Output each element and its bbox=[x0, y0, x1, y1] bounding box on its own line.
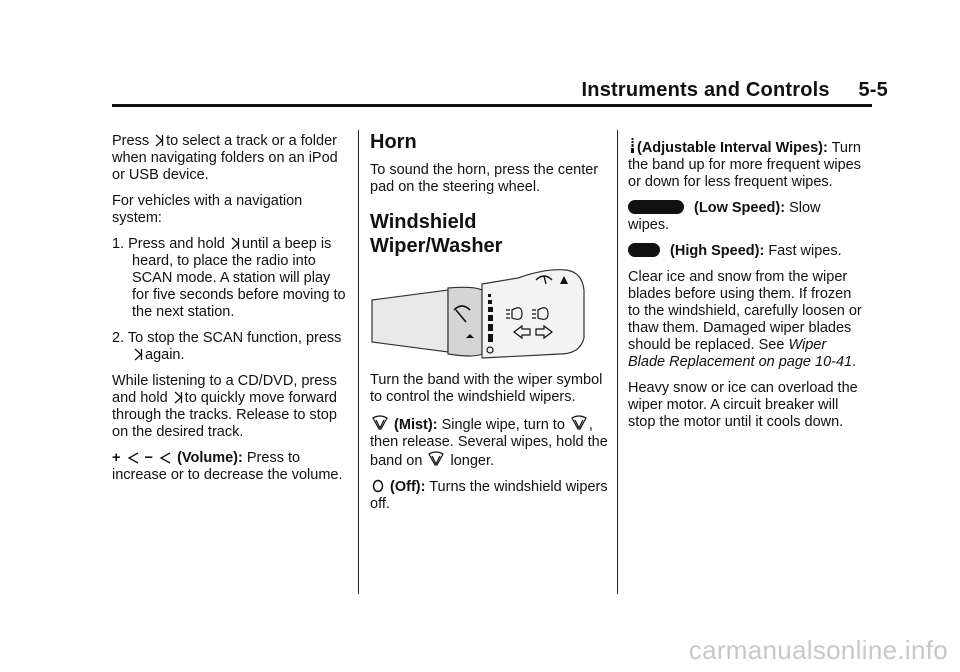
mist-icon bbox=[428, 451, 444, 467]
paragraph-mist: (Mist): Single wipe, turn to , then release. Several wipes, hold the band on longer. bbox=[370, 417, 608, 469]
seek-icon bbox=[134, 348, 143, 361]
page-title: Instruments and Controls 5-5 bbox=[581, 79, 888, 101]
list-item-1: 1. Press and hold until a beep is heard, to place the radio into SCAN mode. A station will play for five seconds before moving to the next station. bbox=[112, 236, 346, 320]
off-icon bbox=[372, 479, 384, 493]
paragraph-low-speed: (Low Speed): Slow wipes. bbox=[628, 200, 821, 233]
column-2 bbox=[370, 130, 608, 522]
column-divider-1 bbox=[358, 130, 359, 594]
paragraph-high-speed: (High Speed): Fast wipes. bbox=[628, 243, 864, 260]
paragraph-nav-system: For vehicles with a navigation system: bbox=[112, 193, 303, 226]
list-item-2: 2. To stop the SCAN function, press again. bbox=[112, 330, 342, 363]
paragraph-volume: + − (Volume): Press to increase or to decrease the volume. bbox=[112, 450, 343, 483]
wiper-heading: Windshield Wiper/Washer bbox=[370, 211, 503, 257]
paragraph-cd-dvd: While listening to a CD/DVD, press and hold to quickly move forward through the tracks. Release to stop on the desired track. bbox=[112, 373, 337, 440]
seek-icon bbox=[231, 237, 240, 250]
volume-icon bbox=[127, 452, 139, 464]
paragraph-off: (Off): Turns the windshield wipers off. bbox=[370, 479, 608, 512]
paragraph-adjustable: (Adjustable Interval Wipes): Turn the band up for more frequent wipes or down for less frequent wipes. bbox=[628, 140, 861, 190]
paragraph-heavy-snow: Heavy snow or ice can overload the wiper motor. A circuit breaker will stop the motor until it cools down. bbox=[628, 380, 858, 430]
mist-icon bbox=[372, 415, 388, 431]
paragraph-seek: Press to select a track or a folder when navigating folders on an iPod or USB device. bbox=[112, 133, 338, 183]
horn-text: To sound the horn, press the center pad on the steering wheel. bbox=[370, 162, 599, 195]
column-1 bbox=[112, 133, 348, 493]
adjustable-interval-icon bbox=[630, 138, 635, 154]
wiper-blade-reference-link[interactable]: Wiper Blade Replacement on page 10-41 bbox=[628, 337, 853, 370]
high-speed-icon bbox=[628, 243, 660, 257]
mist-icon bbox=[571, 415, 587, 431]
wiper-stalk-diagram bbox=[370, 266, 602, 362]
seek-icon bbox=[174, 391, 183, 404]
column-divider-2 bbox=[617, 130, 618, 594]
seek-icon bbox=[155, 134, 164, 147]
header-rule bbox=[112, 104, 872, 107]
column-3 bbox=[628, 138, 864, 440]
low-speed-icon bbox=[628, 200, 684, 214]
watermark: carmanualsonline.info bbox=[688, 635, 948, 665]
wiper-intro: Turn the band with the wiper symbol to control the windshield wipers. bbox=[370, 372, 603, 405]
volume-icon bbox=[159, 452, 171, 464]
paragraph-clear-ice: Clear ice and snow from the wiper blades before using them. If frozen to the windshield, carefully loosen or thaw them. Damaged wiper blades should be replaced. See Wiper Blade Replacement on page 10-41. bbox=[628, 269, 862, 370]
horn-heading: Horn bbox=[370, 131, 417, 153]
